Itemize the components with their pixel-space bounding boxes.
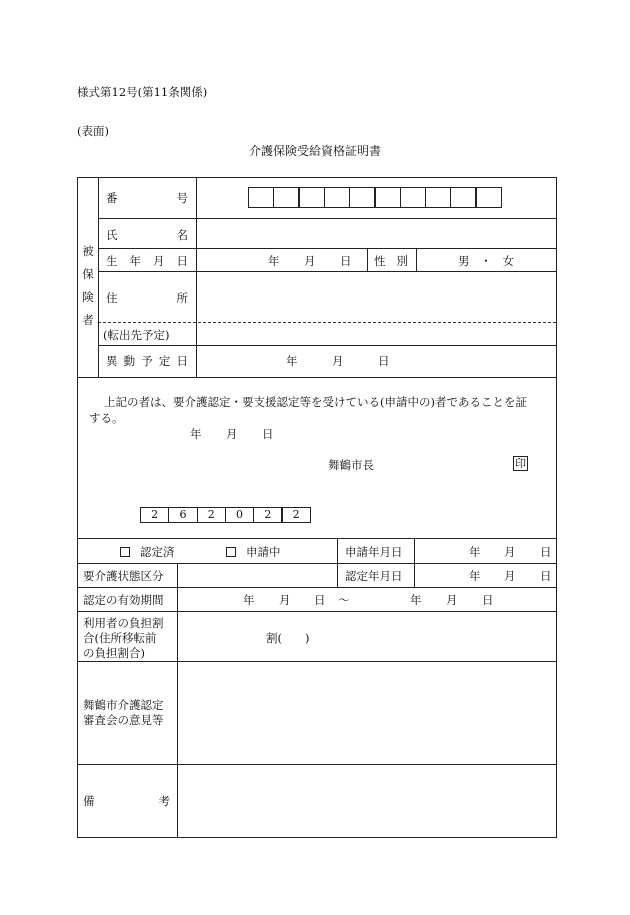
applying-option[interactable] bbox=[226, 544, 281, 560]
move-date-label-char: 定 bbox=[158, 354, 171, 368]
birthdate-label-char: 生 bbox=[106, 254, 118, 268]
burden-label-line-2: 合(住所移転前 bbox=[83, 631, 157, 645]
birthdate-label-char: 月 bbox=[153, 254, 165, 268]
move-date-label bbox=[106, 353, 188, 369]
care-level-label: 要介護状態区分 bbox=[83, 569, 164, 583]
move-date-label-char: 日 bbox=[176, 354, 188, 368]
validity-to-month: 月 bbox=[446, 593, 458, 607]
birthdate-label-char: 年 bbox=[129, 254, 141, 268]
app-day-unit: 日 bbox=[540, 545, 552, 559]
insured-number-box[interactable] bbox=[273, 187, 299, 208]
insurer-number-digit: 2 bbox=[282, 507, 311, 523]
certd-month-unit: 月 bbox=[504, 569, 516, 583]
certified-checkbox[interactable] bbox=[120, 547, 130, 557]
number-label-char: 号 bbox=[176, 191, 188, 205]
applying-checkbox[interactable] bbox=[226, 547, 236, 557]
burden-label-line-1: 利用者の負担割 bbox=[83, 616, 164, 630]
validity-from-year: 年 bbox=[243, 593, 255, 607]
validity-from-day: 日 bbox=[314, 593, 326, 607]
forward-address-label: (転出先予定) bbox=[103, 328, 170, 342]
gender-option-char: ・ bbox=[480, 254, 492, 268]
birth-month-unit: 月 bbox=[304, 254, 316, 268]
birth-year-unit: 年 bbox=[268, 254, 280, 268]
birthdate-label bbox=[106, 253, 188, 269]
gender-label bbox=[374, 253, 408, 269]
insurer-number-digit: 6 bbox=[168, 507, 197, 523]
side-label: (表面) bbox=[77, 124, 109, 138]
official-seal: 印 bbox=[515, 457, 526, 470]
certification-date-label: 認定年月日 bbox=[345, 569, 403, 583]
burden-value: 割( ) bbox=[266, 631, 310, 645]
gender-label-char: 性 bbox=[374, 254, 386, 268]
insured-number-box[interactable] bbox=[425, 187, 451, 208]
insurer-number-digit: 2 bbox=[253, 507, 282, 523]
remarks-label-char: 考 bbox=[158, 794, 170, 808]
move-day-unit: 日 bbox=[378, 354, 390, 368]
insurer-number-digit: 0 bbox=[225, 507, 254, 523]
certd-day-unit: 日 bbox=[540, 569, 552, 583]
move-date-label-char: 異 bbox=[106, 354, 118, 368]
statement-line-1: 上記の者は、要介護認定・要支援認定等を受けている(申請中の)者であることを証 bbox=[104, 395, 527, 409]
opinion-label-line-2: 審査会の意見等 bbox=[83, 713, 164, 727]
address-label bbox=[106, 290, 188, 306]
application-date-label: 申請年月日 bbox=[345, 545, 403, 559]
insured-label-char: 被 bbox=[82, 244, 94, 258]
insurer-number-digit: 2 bbox=[197, 507, 226, 523]
address-label-char: 住 bbox=[106, 291, 118, 305]
insured-number-box[interactable] bbox=[450, 187, 476, 208]
insurer-number-digit: 2 bbox=[140, 507, 169, 523]
remarks-label bbox=[83, 793, 170, 809]
certified-option[interactable] bbox=[120, 544, 175, 560]
move-date-label-char: 動 bbox=[123, 354, 136, 368]
move-date-label-char: 予 bbox=[141, 354, 153, 368]
insured-number-box[interactable] bbox=[400, 187, 426, 208]
remarks-label-char: 備 bbox=[83, 794, 95, 808]
cert-month-unit: 月 bbox=[226, 427, 238, 441]
gender-option-char: 男 bbox=[458, 254, 470, 268]
statement-line-2: する。 bbox=[89, 411, 124, 425]
validity-separator: ～ bbox=[338, 593, 350, 607]
insured-label-char: 保 bbox=[82, 267, 94, 281]
cert-year-unit: 年 bbox=[190, 427, 202, 441]
number-label-char: 番 bbox=[106, 191, 118, 205]
move-month-unit: 月 bbox=[332, 354, 344, 368]
validity-to-year: 年 bbox=[410, 593, 422, 607]
address-label-char: 所 bbox=[176, 291, 188, 305]
birthdate-label-char: 日 bbox=[176, 254, 188, 268]
app-month-unit: 月 bbox=[504, 545, 516, 559]
certified-label: 認定済 bbox=[140, 545, 175, 559]
name-label-char: 氏 bbox=[106, 228, 118, 242]
gender-option-char: 女 bbox=[502, 254, 514, 268]
issuer-name: 舞鶴市長 bbox=[328, 458, 374, 472]
name-label-char: 名 bbox=[176, 228, 188, 242]
validity-to-day: 日 bbox=[482, 593, 494, 607]
number-label bbox=[106, 190, 188, 206]
insured-number-box[interactable] bbox=[324, 187, 350, 208]
app-year-unit: 年 bbox=[469, 545, 481, 559]
birth-day-unit: 日 bbox=[340, 254, 352, 268]
validity-label: 認定の有効期間 bbox=[83, 593, 164, 607]
insured-label-char: 者 bbox=[82, 313, 94, 327]
form-number: 様式第12号(第11条関係) bbox=[77, 85, 208, 99]
insured-number-box[interactable] bbox=[375, 187, 401, 208]
gender-options bbox=[458, 253, 514, 269]
cert-day-unit: 日 bbox=[262, 427, 274, 441]
move-year-unit: 年 bbox=[286, 354, 298, 368]
burden-label-line-3: の負担割合) bbox=[83, 646, 145, 660]
validity-from-month: 月 bbox=[279, 593, 291, 607]
insured-number-box[interactable] bbox=[349, 187, 375, 208]
applying-label: 申請中 bbox=[246, 545, 281, 559]
name-label bbox=[106, 227, 188, 243]
page-title: 介護保険受給資格証明書 bbox=[249, 144, 382, 158]
insured-label bbox=[81, 240, 95, 332]
opinion-label-line-1: 舞鶴市介護認定 bbox=[83, 698, 164, 712]
insured-number-box[interactable] bbox=[476, 187, 502, 208]
insured-label-char: 険 bbox=[82, 290, 94, 304]
insured-number-box[interactable] bbox=[299, 187, 325, 208]
insured-number-box[interactable] bbox=[248, 187, 274, 208]
certd-year-unit: 年 bbox=[469, 569, 481, 583]
gender-label-char: 別 bbox=[396, 254, 408, 268]
